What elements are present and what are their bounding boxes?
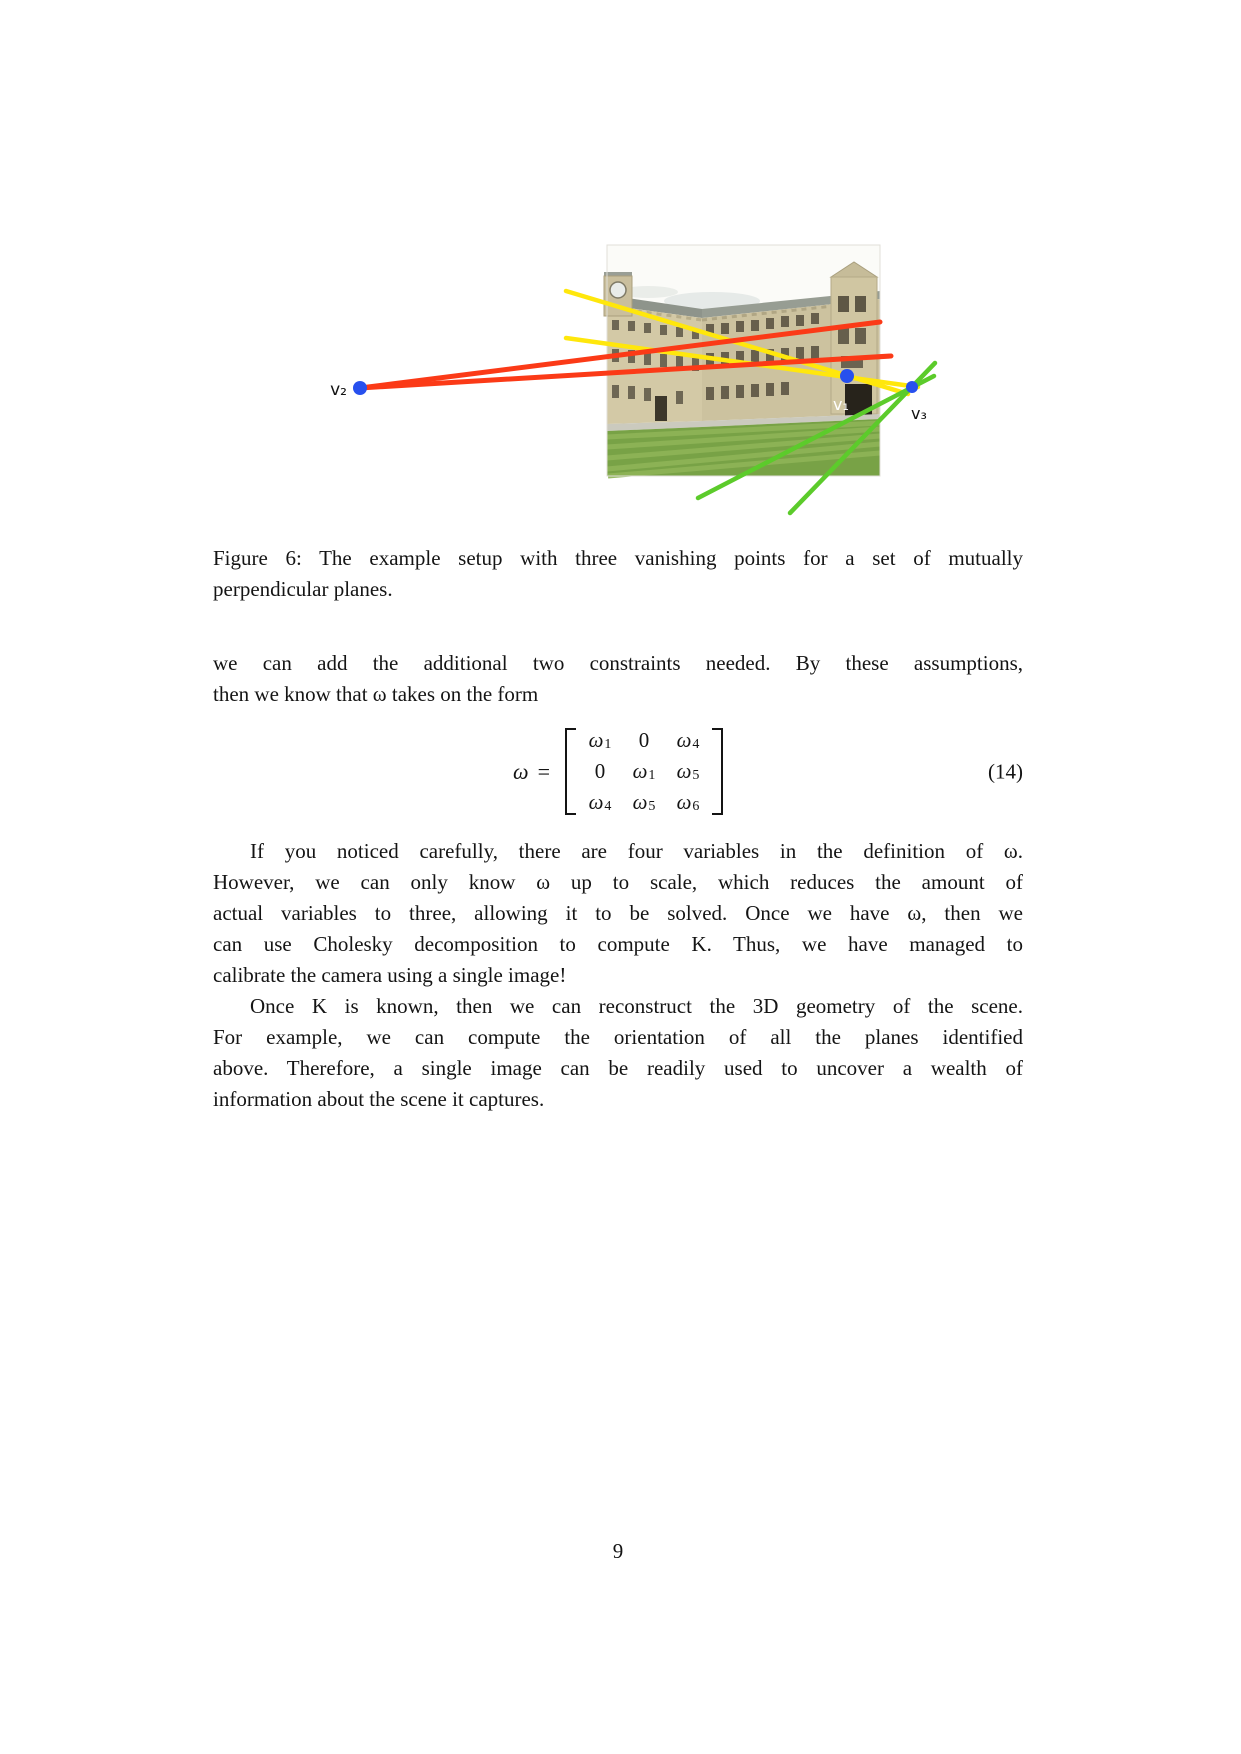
equation-body — [213, 720, 1023, 823]
window — [855, 328, 866, 344]
v1-label: v₁ — [833, 395, 849, 414]
matrix-cell: ω 5 — [676, 759, 700, 783]
paragraph-intro — [213, 648, 1023, 710]
matrix-bracket-right — [712, 728, 723, 815]
omega-symbol: ω — [513, 758, 529, 784]
matrix-cells — [576, 725, 712, 818]
window — [838, 328, 849, 344]
figure-6 — [300, 228, 960, 528]
v2-label: v₂ — [330, 380, 347, 400]
equation-number: (14) — [988, 759, 1023, 783]
text-line: perpendicular planes. — [213, 577, 393, 601]
equation-14 — [213, 720, 1023, 823]
matrix-cell: ω 5 — [632, 790, 656, 814]
figure-caption — [213, 543, 1023, 605]
matrix-cell: ω 4 — [676, 728, 700, 752]
omega-matrix — [565, 725, 723, 818]
text-line: information about the scene it captures. — [213, 1087, 545, 1111]
left-doorway — [655, 396, 667, 421]
matrix-cell: ω 1 — [588, 728, 612, 752]
v1-point — [840, 369, 854, 383]
text-line: Once K is known, then we can reconstruct the 3D geometry of the scene. — [250, 994, 1023, 1018]
text-line: we can add the additional two constraints needed. By these assumptions, — [213, 651, 1023, 675]
matrix-bracket-left — [565, 728, 576, 815]
text-line: then we know that ω takes on the form — [213, 682, 539, 706]
text-line: actual variables to three, allowing it to be solved. Once we have ω, then we — [213, 901, 1023, 925]
vanishing-points-figure — [300, 228, 960, 528]
v3-label: v₃ — [911, 404, 927, 423]
text-line: If you noticed carefully, there are four variables in the definition of ω. — [250, 839, 1023, 863]
window — [855, 296, 866, 312]
text-line: Figure 6: The example setup with three vanishing points for a set of mutually — [213, 546, 1023, 570]
clock-face — [610, 282, 626, 298]
matrix-cell: ω 6 — [676, 790, 700, 814]
paragraph-1 — [213, 836, 1023, 991]
matrix-cell: 0 — [594, 759, 606, 783]
v3-point — [906, 381, 918, 393]
window — [838, 296, 849, 312]
text-line: can use Cholesky decomposition to compute K. Thus, we have managed to — [213, 932, 1023, 956]
text-line: calibrate the camera using a single image! — [213, 963, 567, 987]
matrix-cell: ω 4 — [588, 790, 612, 814]
v2-point — [353, 381, 367, 395]
text-line: above. Therefore, a single image can be readily used to uncover a wealth of — [213, 1056, 1023, 1080]
paragraph-2 — [213, 991, 1023, 1115]
left-wing-wall — [607, 305, 702, 424]
page-number: 9 — [612, 1539, 624, 1563]
matrix-cell: 0 — [638, 728, 650, 752]
matrix-cell: ω 1 — [632, 759, 656, 783]
text-line: For example, we can compute the orientation of all the planes identified — [213, 1025, 1023, 1049]
equation-lhs — [513, 759, 550, 785]
text-line: However, we can only know ω up to scale, which reduces the amount of — [213, 870, 1023, 894]
equals-sign: = — [537, 758, 550, 784]
